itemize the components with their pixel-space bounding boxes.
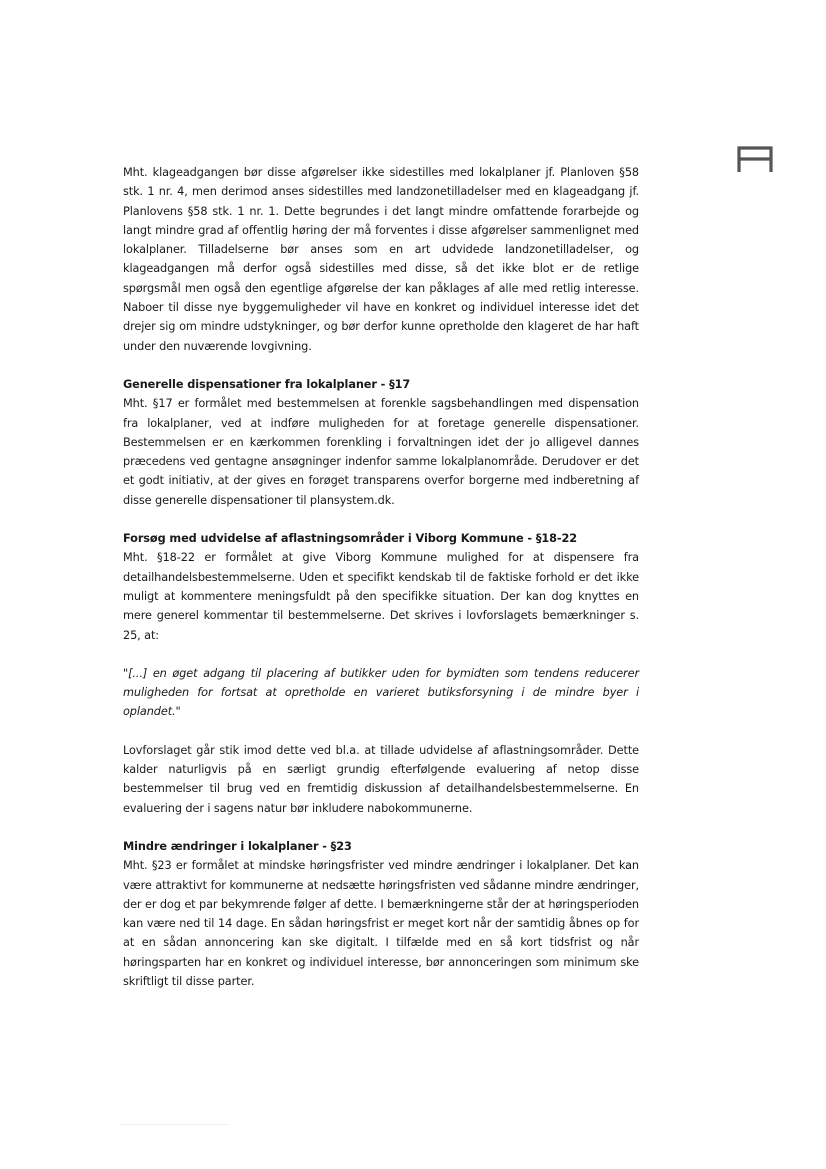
paragraph-gap [123, 818, 639, 837]
section-17-heading: Generelle dispensationer fra lokalplaner - §17 [123, 377, 411, 391]
section-18-heading: Forsøg med udvidelse af aflastningsområder i Viborg Kommune - §18-22 [123, 532, 578, 546]
paragraph-gap [123, 510, 639, 529]
section-18-after-quote: Lovforslaget går stik imod dette ved bl.a. at tillade udvidelse af aflastningsområder. Dette kalder naturligvis på en særligt grundig efterfølgende evaluering af netop disse bestemmelser til brug ved en fremtidig diskussion af detailhandelsbestemmelserne. En evaluering der i sagens natur bør inkludere nabokommunerne. [123, 743, 639, 815]
document-body [123, 163, 639, 991]
paragraph-gap [123, 722, 639, 741]
section-17-body: Mht. §17 er formålet med bestemmelsen at forenkle sagsbehandlingen med dispensation fra lokalplaner, ved at indføre muligheden for at foretage generelle dispensationer. Bestemmelsen er en kærkommen forenkling i forvaltningen idet der jo alligevel dannes præcedens ved gentagne ansøgninger indenfor samme lokalplanområde. Derudover er det et godt initiativ, at der gives en forøget transparens overfor borgerne med indberetning af disse generelle dispensationer til plansystem.dk. [123, 397, 639, 507]
footer-scan-line [120, 1124, 230, 1125]
section-18-body: Mht. §18-22 er formålet at give Viborg Kommune mulighed for at dispensere fra detailhandelsbestemmelserne. Uden et specifikt kendskab til de faktiske forhold er det ikke muligt at kommentere meningsfuldt på den specifikke situation. Der kan dog knyttes en mere generel kommentar til bestemmelserne. Det skrives i lovforslagets bemærkninger s. 25, at: [123, 551, 639, 642]
intro-paragraph: Mht. klageadgangen bør disse afgørelser ikke sidestilles med lokalplaner jf. Planloven §58 stk. 1 nr. 4, men derimod anses sidestilles med landzonetilladelser med en klageadgang jf. Planlovens §58 stk. 1 nr. 1. Dette begrundes i det langt mindre omfattende forarbejde og langt mindre grad af offentlig høring der må forventes i disse afgørelser sammenlignet med lokalplaner. Tilladelserne bør anses som en art udvidede landzonetilladelser, og klageadgangen må derfor også sidestilles med disse, så det ikke blot er de retlige spørgsmål men også den egentlige afgørelse der kan påklages af alle med retlig interesse. Naboer til disse nye byggemuligheder vil have en konkret og individuel interesse idet det drejer sig om mindre udstykninger, og bør derfor kunne opretholde den klageret de har haft under den nuværende lovgivning. [123, 166, 639, 353]
paragraph-gap [123, 645, 639, 664]
section-18-quote: "[...] en øget adgang til placering af butikker uden for bymidten som tendens reducerer muligheden for fortsat at opretholde en varieret butiksforsyning i de mindre byer i oplandet." [123, 666, 639, 719]
section-23-body: Mht. §23 er formålet at mindske høringsfrister ved mindre ændringer i lokalplaner. Det kan være attraktivt for kommunerne at nedsætte høringsfristen ved sådanne mindre ændringer, der er dog et par bekymrende følger af dette. I bemærkningerne står der at høringsperioden kan være ned til 14 dage. En sådan høringsfrist er meget kort når der samtidig åbnes op for at en sådan annoncering kan ske digitalt. I tilfælde med en så kort tidsfrist og når høringsparten har en konkret og individuel interesse, bør annonceringen som minimum ske skriftligt til disse parter. [123, 859, 639, 988]
section-23-heading: Mindre ændringer i lokalplaner - §23 [123, 839, 352, 853]
a-monogram-logo-icon [736, 145, 774, 173]
paragraph-gap [123, 356, 639, 375]
